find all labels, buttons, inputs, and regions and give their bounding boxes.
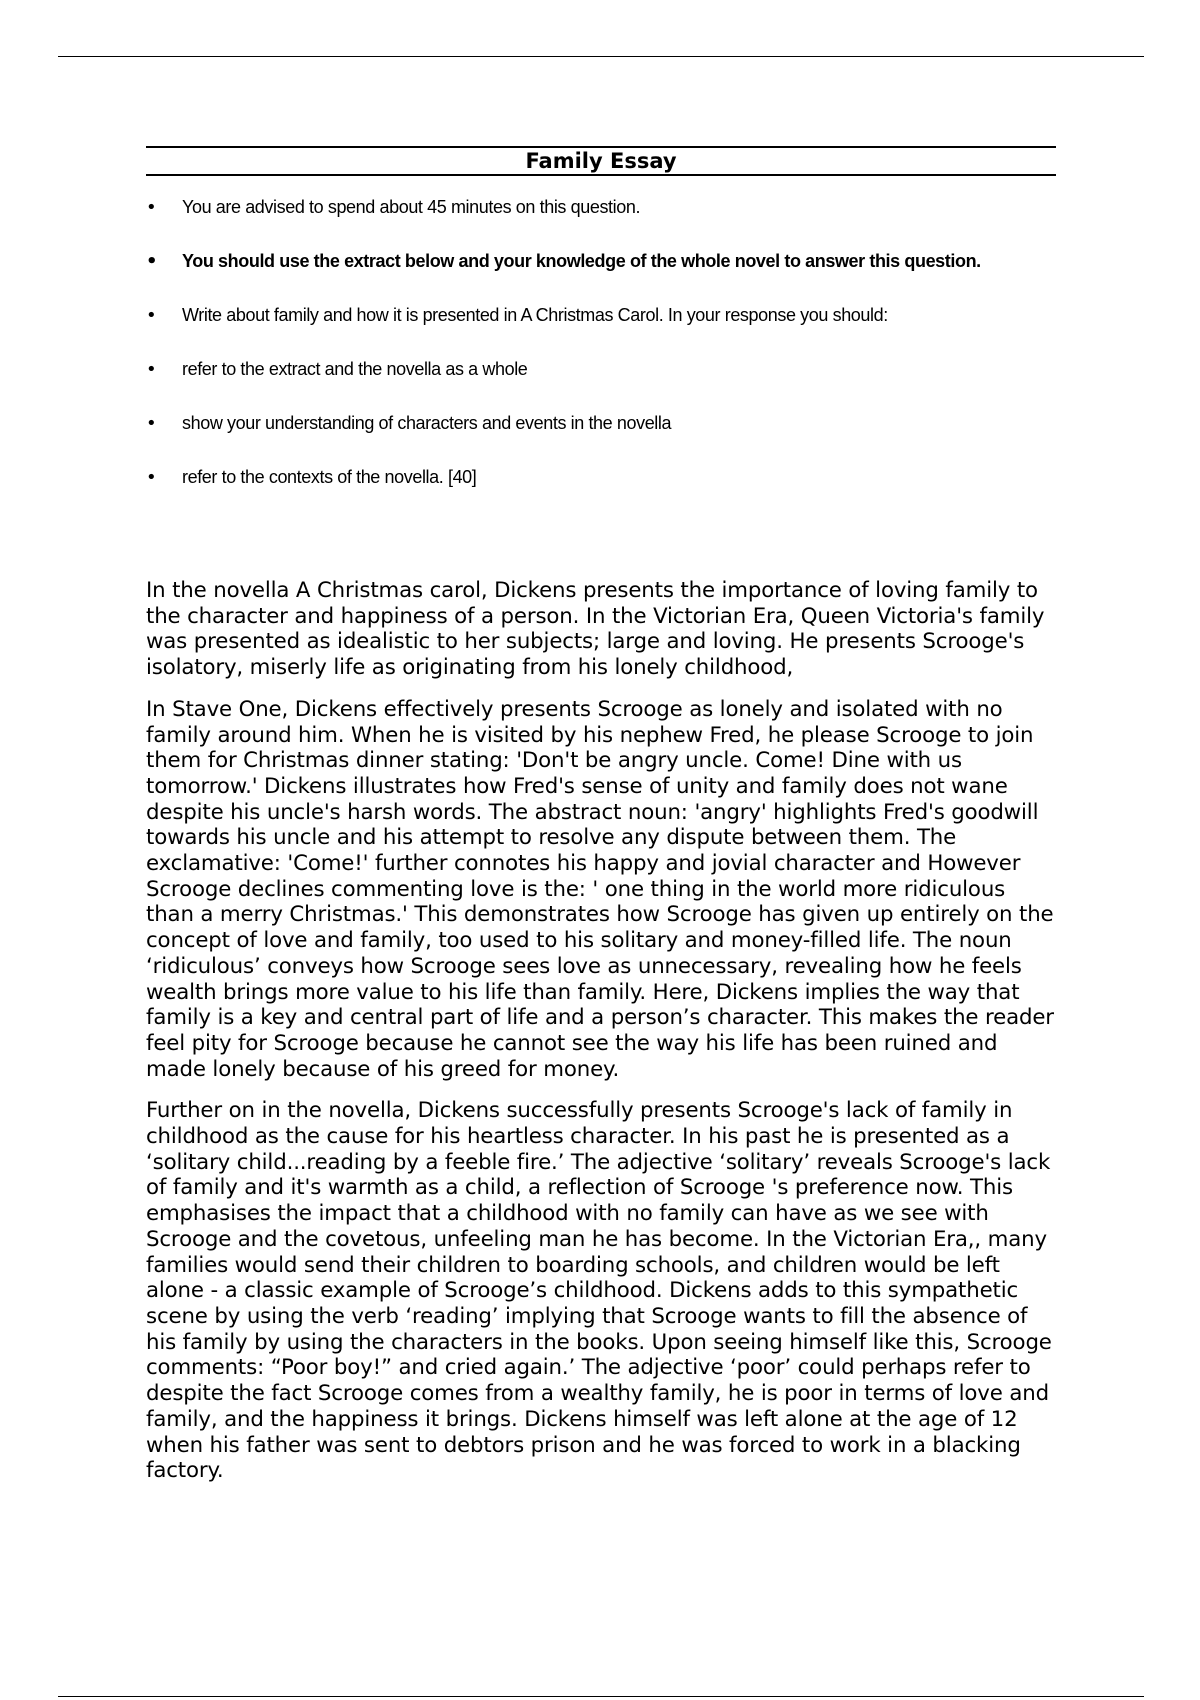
instruction-text: You are advised to spend about 45 minutes on this question. <box>182 197 641 217</box>
instruction-item <box>146 464 1056 491</box>
instruction-list <box>146 194 1056 518</box>
instruction-item <box>146 410 1056 437</box>
bullet-icon: • <box>146 251 158 272</box>
instruction-item <box>146 356 1056 383</box>
instruction-item <box>146 302 1056 329</box>
instruction-text: refer to the extract and the novella as a whole <box>182 359 528 379</box>
instruction-item <box>146 194 1056 221</box>
instruction-text: You should use the extract below and your knowledge of the whole novel to answer this question. <box>182 251 981 271</box>
essay-paragraph-intro: In the novella A Christmas carol, Dickens presents the importance of loving family to the character and happiness of a person. In the Victorian Era, Queen Victoria's family was presented as idealistic to her subjects; large and loving. He presents Scrooge's isolatory, miserly life as originating from his lonely childhood, <box>146 578 1045 681</box>
instruction-text: refer to the contexts of the novella. [40] <box>182 467 477 487</box>
instruction-text: Write about family and how it is presented in A Christmas Carol. In your response you should: <box>182 305 888 325</box>
page-bottom-rule <box>58 1696 1144 1697</box>
bullet-icon: • <box>146 305 157 326</box>
bullet-icon: • <box>146 197 157 218</box>
essay-title: Family Essay <box>146 146 1056 176</box>
essay-paragraph-childhood: Further on in the novella, Dickens successfully presents Scrooge's lack of family in childhood as the cause for his heartless character. In his past he is presented as a ‘solitary child...reading by a feeble fire.’ The adjective ‘solitary’ reveals Scrooge's lack of family and it's warmth as a child, a reflection of Scrooge 's preference now. This emphasises the impact that a childhood with no family can have as we see with Scrooge and the covetous, unfeeling man he has become. In the Victorian Era,, many families would send their children to boarding schools, and children would be left alone - a classic example of Scrooge’s childhood. Dickens adds to this sympathetic scene by using the verb ‘reading’ implying that Scrooge wants to fill the absence of his family by using the characters in the books. Upon seeing himself like this, Scrooge comments: “Poor boy!” and cried again.’ The adjective ‘poor’ could perhaps refer to despite the fact Scrooge comes from a wealthy family, he is poor in terms of love and family, and the happiness it brings. Dickens himself was left alone at the age of 12 when his father was sent to debtors prison and he was forced to work in a blacking factory. <box>146 1098 1052 1484</box>
page-top-rule <box>58 56 1144 57</box>
essay-text <box>146 578 1056 1500</box>
bullet-icon: • <box>146 413 157 434</box>
bullet-icon: • <box>146 467 157 488</box>
bullet-icon: • <box>146 359 157 380</box>
instruction-item <box>146 248 1056 275</box>
essay-paragraph-stave-one: In Stave One, Dickens effectively presents Scrooge as lonely and isolated with no family around him. When he is visited by his nephew Fred, he please Scrooge to join them for Christmas dinner stating: 'Don't be angry uncle. Come! Dine with us tomorrow.' Dickens illustrates how Fred's sense of unity and family does not wane despite his uncle's harsh words. The abstract noun: 'angry' highlights Fred's goodwill towards his uncle and his attempt to resolve any dispute between them. The exclamative: 'Come!' further connotes his happy and jovial character and However Scrooge declines commenting love is the: ' one thing in the world more ridiculous than a merry Christmas.' This demonstrates how Scrooge has given up entirely on the concept of love and family, too used to his solitary and money-filled life. The noun ‘ridiculous’ conveys how Scrooge sees love as unnecessary, revealing how he feels wealth brings more value to his life than family. Here, Dickens implies the way that family is a key and central part of life and a person’s character. This makes the reader feel pity for Scrooge because he cannot see the way his life has been ruined and made lonely because of his greed for money. <box>146 696 1054 1082</box>
instruction-text: show your understanding of characters and events in the novella <box>182 413 672 433</box>
